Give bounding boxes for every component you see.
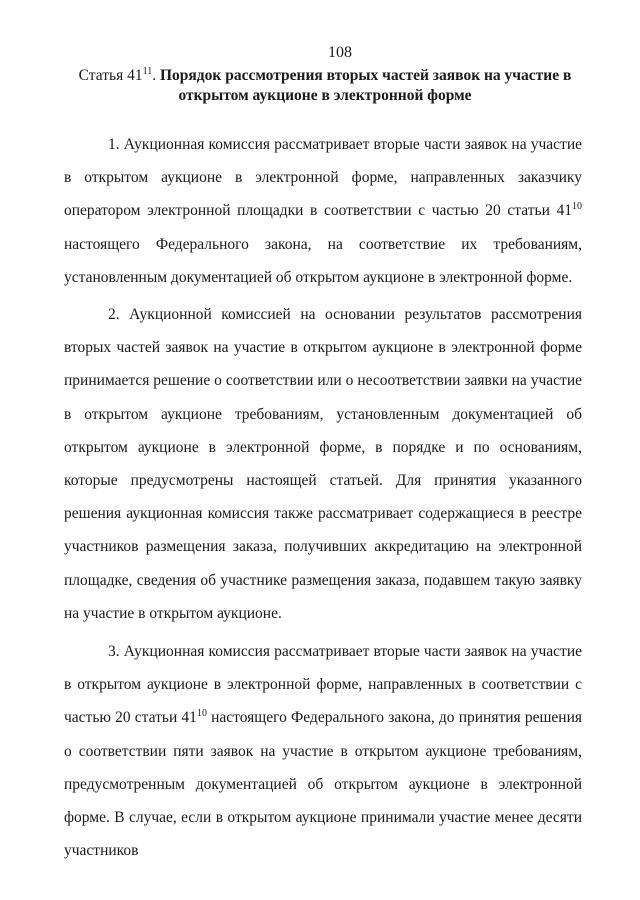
article-number-superscript: 11 (142, 66, 153, 77)
article-body (64, 128, 582, 867)
superscript-reference: 10 (196, 708, 207, 720)
paragraph-2: 2. Аукционной комиссией на основании результатов рассмотрения вторых частей заявок на участие в открытом аукционе в электронной форме принимается решение о соответствии или о несоответствии заявки на участие в открытом аукционе требованиям, установленным документацией об открытом аукционе в электронной форме, в порядке и по основаниям, которые предусмотрены настоящей статьей. Для принятия указанного решения аукционная комиссия также рассматривает содержащиеся в реестре участников размещения заказа, получивших аккредитацию на электронной площадке, сведения об участнике размещения заказа, подавшем такую заявку на участие в открытом аукционе. (64, 306, 582, 622)
article-heading (60, 66, 590, 106)
superscript-reference: 10 (572, 201, 582, 213)
paragraph-3: 3. Аукционная комиссия рассматривает вторые части заявок на участие в открытом аукционе в электронной форме, направленных в соответствии с частью 20 статьи $41^{10}$ настоящего Федерального закона, до принятия решения о соответствии пяти заявок на участие в открытом аукционе требованиям, предусмотренным документацией об открытом аукционе в электронной форме. В случае, если в открытом аукционе принимали участие менее десяти участников (64, 643, 583, 860)
article-label: Статья $41^{11}$. (78, 66, 160, 84)
paragraph-1: 1. Аукционная комиссия рассматривает вторые части заявок на участие в открытом аукционе в электронной форме, направленных заказчику оператором электронной площадки в соответствии с частью 20 статьи $41^{10}$ настоящего Федерального закона, на соответствие их требованиям, установленным документацией об открытом аукционе в электронной форме. (64, 136, 582, 286)
article-title: Порядок рассмотрения вторых частей заявок на участие в открытом аукционе в электронной форме (159, 67, 572, 104)
page-number: 108 (328, 44, 352, 61)
